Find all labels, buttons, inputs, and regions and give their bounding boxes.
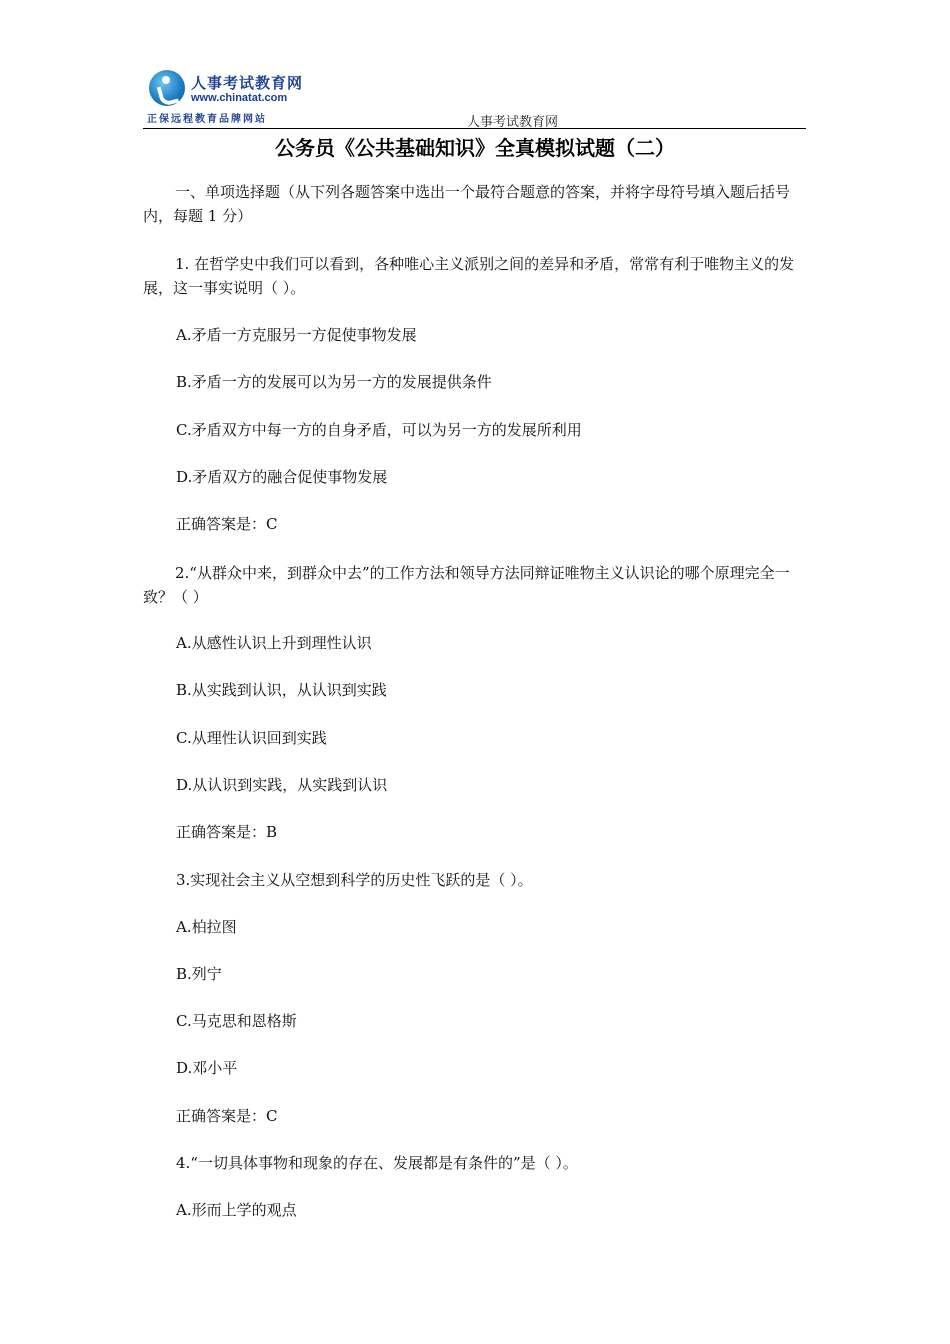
page-title: 公务员《公共基础知识》全真模拟试题（二） bbox=[275, 136, 675, 160]
running-header: 人事考试教育网 bbox=[467, 115, 559, 130]
question-3-option-b: B.列宁 bbox=[176, 965, 222, 983]
header-divider bbox=[143, 128, 806, 129]
question-2-option-a: A.从感性认识上升到理性认识 bbox=[176, 634, 372, 652]
section-instructions: 一、单项选择题（从下列各题答案中选出一个最符合题意的答案，并将字母符号填入题后括号内，每题 1 分） bbox=[143, 183, 791, 225]
logo-emblem-icon bbox=[149, 70, 185, 106]
question-stem-3: 3.实现社会主义从空想到科学的历史性飞跃的是（ ）。 bbox=[176, 871, 533, 889]
question-stem-4: 4.“一切具体事物和现象的存在、发展都是有条件的”是（ ）。 bbox=[176, 1154, 578, 1172]
logo-slogan: 正保远程教育品牌网站 bbox=[147, 114, 267, 125]
question-2-option-b: B.从实践到认识，从认识到实践 bbox=[176, 681, 387, 699]
question-1-option-a: A.矛盾一方克服另一方促使事物发展 bbox=[176, 326, 417, 344]
question-1-option-b: B.矛盾一方的发展可以为另一方的发展提供条件 bbox=[176, 373, 492, 391]
question-1-option-c: C.矛盾双方中每一方的自身矛盾，可以为另一方的发展所利用 bbox=[176, 421, 582, 439]
question-1-option-d: D.矛盾双方的融合促使事物发展 bbox=[176, 468, 388, 486]
question-3-option-c: C.马克思和恩格斯 bbox=[176, 1012, 297, 1030]
logo-name: 人事考试教育网 bbox=[191, 74, 304, 92]
question-stem-2: 2.“从群众中来，到群众中去”的工作方法和领导方法同辩证唯物主义认识论的哪个原理完全一致？（ ） bbox=[143, 564, 790, 606]
logo-url: www.chinatat.com bbox=[191, 92, 288, 104]
question-2-option-c: C.从理性认识回到实践 bbox=[176, 729, 327, 747]
question-3-answer: 正确答案是：C bbox=[176, 1107, 278, 1125]
question-stem-1: 1. 在哲学史中我们可以看到，各种唯心主义派别之间的差异和矛盾，常常有利于唯物主义的发展，这一事实说明（ ）。 bbox=[143, 255, 795, 297]
question-2-option-d: D.从认识到实践，从实践到认识 bbox=[176, 776, 388, 794]
question-4-option-a: A.形而上学的观点 bbox=[176, 1201, 297, 1219]
site-logo[interactable] bbox=[143, 66, 303, 126]
question-3-option-a: A.柏拉图 bbox=[176, 918, 237, 936]
question-1-answer: 正确答案是：C bbox=[176, 515, 278, 533]
question-3-option-d: D.邓小平 bbox=[176, 1059, 238, 1077]
question-2-answer: 正确答案是：B bbox=[176, 823, 278, 841]
